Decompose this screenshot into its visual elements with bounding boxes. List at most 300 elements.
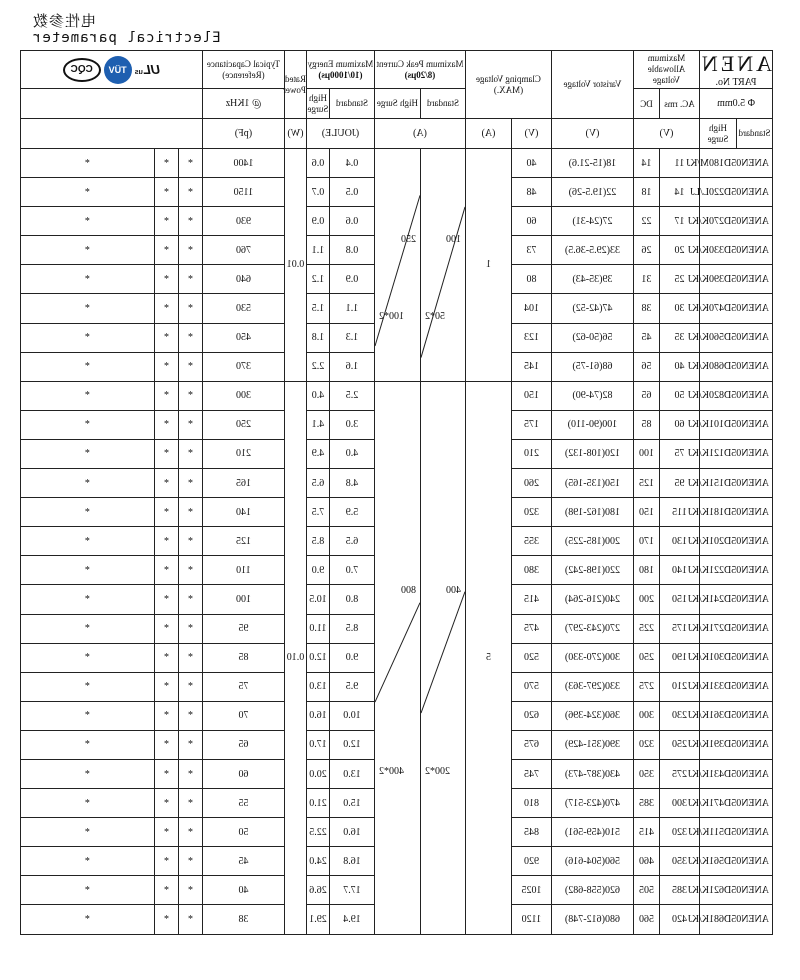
dc-value: 300 bbox=[633, 701, 659, 730]
vc-value: 520 bbox=[511, 643, 551, 672]
part-number-standard: ANEN05D470K/KJ bbox=[699, 294, 772, 323]
ac-rms-value: 420 bbox=[659, 905, 699, 934]
tuv-mark: * bbox=[154, 672, 178, 701]
header-row-4 bbox=[20, 89, 772, 119]
vc-value: 145 bbox=[511, 352, 551, 381]
part-number-standard: ANEN05D511K/KJ bbox=[699, 818, 772, 847]
varistor-voltage-value: 150(135-165) bbox=[551, 469, 633, 498]
energy-standard-value: 9.0 bbox=[329, 643, 374, 672]
ul-mark: * bbox=[178, 498, 202, 527]
capacitance-value: 1150 bbox=[202, 178, 284, 207]
dc-value: 250 bbox=[633, 643, 659, 672]
certification-logos bbox=[21, 56, 202, 84]
ac-rms-value: 150 bbox=[659, 585, 699, 614]
capacitance-value: 60 bbox=[202, 759, 284, 788]
capacitance-value: 75 bbox=[202, 672, 284, 701]
energy-standard-value: 1.3 bbox=[329, 323, 374, 352]
capacitance-value: 450 bbox=[202, 323, 284, 352]
cqc-mark: * bbox=[20, 294, 154, 323]
part-number-standard: ANEN05D121K/KJ bbox=[699, 439, 772, 468]
cqc-mark: * bbox=[20, 672, 154, 701]
capacitance-value: 210 bbox=[202, 439, 284, 468]
part-number-standard: ANEN05D680K/KJ bbox=[699, 352, 772, 381]
energy-high-surge-value: 7.5 bbox=[306, 498, 329, 527]
capacitance-value: 125 bbox=[202, 527, 284, 556]
dc-value: 26 bbox=[633, 236, 659, 265]
ac-rms-value: 320 bbox=[659, 818, 699, 847]
ul-mark: * bbox=[178, 236, 202, 265]
tuv-mark: * bbox=[154, 439, 178, 468]
cqc-mark: * bbox=[20, 730, 154, 759]
varistor-voltage-value: 560(504-616) bbox=[551, 847, 633, 876]
energy-standard-value: 17.7 bbox=[329, 876, 374, 905]
ul-mark: * bbox=[178, 527, 202, 556]
energy-standard-value: 0.9 bbox=[329, 265, 374, 294]
cqc-mark: * bbox=[20, 585, 154, 614]
part-number-standard: ANEN05D361K/KJ bbox=[699, 701, 772, 730]
energy-high-surge-value: 10.5 bbox=[306, 585, 329, 614]
capacitance-value: 70 bbox=[202, 701, 284, 730]
ul-mark: * bbox=[178, 701, 202, 730]
energy-standard-value: 15.0 bbox=[329, 789, 374, 818]
part-high-surge-header: High Surge bbox=[699, 119, 736, 149]
ip-group-a: 1 bbox=[465, 149, 511, 382]
capacitance-value: 110 bbox=[202, 556, 284, 585]
ul-mark: * bbox=[178, 905, 202, 934]
cqc-logo-icon: CQC bbox=[63, 58, 101, 82]
tuv-mark: * bbox=[154, 207, 178, 236]
tuv-mark: * bbox=[154, 789, 178, 818]
tuv-mark: * bbox=[154, 498, 178, 527]
ac-rms-value: 300 bbox=[659, 789, 699, 818]
tuv-logo-icon: TÜV bbox=[104, 56, 132, 84]
part-number-standard: ANEN05D391K/KJ bbox=[699, 730, 772, 759]
peak-high-group-b-multi-value: 400*2 bbox=[378, 766, 404, 778]
capacitance-value: 1400 bbox=[202, 149, 284, 178]
dc-value: 100 bbox=[633, 439, 659, 468]
ac-rms-value: 275 bbox=[659, 759, 699, 788]
ul-mark: * bbox=[178, 672, 202, 701]
peak-std-group-a-diagonal bbox=[421, 149, 465, 381]
varistor-voltage-value: 430(387-473) bbox=[551, 759, 633, 788]
energy-standard-header: Standard bbox=[329, 89, 374, 119]
vc-value: 175 bbox=[511, 410, 551, 439]
energy-standard-value: 10.0 bbox=[329, 701, 374, 730]
energy-standard-value: 1.1 bbox=[329, 294, 374, 323]
varistor-voltage-value: 56(50-62) bbox=[551, 323, 633, 352]
max-allowable-voltage-header: Maximum Allowable Voltage bbox=[633, 51, 699, 89]
ul-mark: * bbox=[178, 294, 202, 323]
varistor-voltage-value: 220(198-242) bbox=[551, 556, 633, 585]
energy-standard-value: 0.6 bbox=[329, 207, 374, 236]
capacitance-value: 300 bbox=[202, 381, 284, 410]
cqc-mark: * bbox=[20, 149, 154, 178]
rated-power-group-b: 0.10 bbox=[284, 381, 306, 934]
tuv-mark: * bbox=[154, 585, 178, 614]
part-number-standard: ANEN05D201K/KJ bbox=[699, 527, 772, 556]
ul-mark: * bbox=[178, 876, 202, 905]
diameter-label: Φ 5.0mm bbox=[699, 89, 772, 119]
cqc-mark: * bbox=[20, 759, 154, 788]
capacitance-value: 530 bbox=[202, 294, 284, 323]
ac-rms-value: 140 bbox=[659, 556, 699, 585]
part-number-standard: ANEN05D101K/KJ bbox=[699, 410, 772, 439]
part-number-standard: ANEN05D180M/KJ bbox=[699, 149, 772, 178]
energy-standard-value: 13.0 bbox=[329, 759, 374, 788]
energy-high-surge-value: 0.9 bbox=[306, 207, 329, 236]
tuv-mark: * bbox=[154, 759, 178, 788]
capacitance-value: 50 bbox=[202, 818, 284, 847]
energy-high-surge-value: 1.5 bbox=[306, 294, 329, 323]
energy-high-surge-value: 6.5 bbox=[306, 469, 329, 498]
energy-high-surge-value: 17.0 bbox=[306, 730, 329, 759]
ul-mark: * bbox=[178, 789, 202, 818]
typical-capacitance-header: Typical Capacitance (Reference) bbox=[202, 51, 284, 89]
part-number-standard: ANEN05D271K/KJ bbox=[699, 614, 772, 643]
varistor-voltage-header: Varistor Voltage bbox=[551, 51, 633, 119]
varistor-voltage-value: 180(162-198) bbox=[551, 498, 633, 527]
peak-high-group-a-multi-value: 100*2 bbox=[378, 310, 404, 322]
capacitance-value: 100 bbox=[202, 585, 284, 614]
capacitance-value: 370 bbox=[202, 352, 284, 381]
ac-rms-value: 75 bbox=[659, 439, 699, 468]
vc-value: 380 bbox=[511, 556, 551, 585]
energy-high-surge-header: High Surge bbox=[306, 89, 329, 119]
dc-value: 56 bbox=[633, 352, 659, 381]
energy-high-surge-value: 13.0 bbox=[306, 672, 329, 701]
ul-mark: * bbox=[178, 643, 202, 672]
ul-mark: * bbox=[178, 759, 202, 788]
energy-high-surge-value: 8.5 bbox=[306, 527, 329, 556]
energy-high-surge-value: 1.2 bbox=[306, 265, 329, 294]
dc-value: 350 bbox=[633, 759, 659, 788]
energy-high-surge-value: 22.5 bbox=[306, 818, 329, 847]
cqc-mark: * bbox=[20, 905, 154, 934]
cqc-mark: * bbox=[20, 789, 154, 818]
ac-rms-value: 350 bbox=[659, 847, 699, 876]
dc-value: 170 bbox=[633, 527, 659, 556]
vc-value: 150 bbox=[511, 381, 551, 410]
max-peak-current-header bbox=[374, 51, 465, 89]
part-number-standard: ANEN05D471K/KJ bbox=[699, 789, 772, 818]
ul-mark: * bbox=[178, 818, 202, 847]
tuv-mark: * bbox=[154, 323, 178, 352]
energy-high-surge-value: 2.2 bbox=[306, 352, 329, 381]
varistor-voltage-value: 22(19.5-26) bbox=[551, 178, 633, 207]
rated-power-header: Rated Power bbox=[284, 51, 306, 119]
vc-value: 810 bbox=[511, 789, 551, 818]
varistor-voltage-value: 240(216-264) bbox=[551, 585, 633, 614]
ac-rms-value: 14 bbox=[659, 178, 699, 207]
ul-mark: * bbox=[178, 178, 202, 207]
part-number-standard: ANEN05D330K/KJ bbox=[699, 236, 772, 265]
ul-mark: * bbox=[178, 352, 202, 381]
capacitance-value: 930 bbox=[202, 207, 284, 236]
varistor-voltage-value: 27(24-31) bbox=[551, 207, 633, 236]
ul-mark: * bbox=[178, 149, 202, 178]
peak-std-group-a bbox=[420, 149, 465, 382]
ac-rms-value: 130 bbox=[659, 527, 699, 556]
ac-rms-header: AC. rms bbox=[659, 89, 699, 119]
energy-standard-value: 8.0 bbox=[329, 585, 374, 614]
dc-value: 65 bbox=[633, 381, 659, 410]
tuv-mark: * bbox=[154, 149, 178, 178]
tuv-mark: * bbox=[154, 876, 178, 905]
ac-rms-value: 250 bbox=[659, 730, 699, 759]
peak-high-group-a-diagonal bbox=[375, 149, 420, 381]
energy-high-surge-value: 0.6 bbox=[306, 149, 329, 178]
dc-value: 18 bbox=[633, 178, 659, 207]
max-energy-header bbox=[306, 51, 374, 89]
table-row bbox=[20, 149, 772, 178]
capacitance-value: 65 bbox=[202, 730, 284, 759]
part-number-standard: ANEN05D390K/KJ bbox=[699, 265, 772, 294]
ul-logo-icon: ULus bbox=[134, 62, 161, 77]
varistor-voltage-value: 200(185-225) bbox=[551, 527, 633, 556]
ac-rms-value: 190 bbox=[659, 643, 699, 672]
ac-rms-value: 60 bbox=[659, 410, 699, 439]
dc-value: 38 bbox=[633, 294, 659, 323]
peak-current-wave: (8/20μs) bbox=[404, 69, 436, 80]
tuv-mark: * bbox=[154, 905, 178, 934]
certification-header bbox=[20, 51, 202, 89]
varistor-voltage-value: 47(42-52) bbox=[551, 294, 633, 323]
energy-high-surge-value: 29.1 bbox=[306, 905, 329, 934]
vc-value: 73 bbox=[511, 236, 551, 265]
part-no-label: PART No. bbox=[715, 77, 757, 88]
tuv-mark: * bbox=[154, 178, 178, 207]
part-number-standard: ANEN05D220L/LJ bbox=[699, 178, 772, 207]
energy-standard-value: 7.0 bbox=[329, 556, 374, 585]
energy-standard-value: 0.8 bbox=[329, 236, 374, 265]
varistor-voltage-value: 82(74-90) bbox=[551, 381, 633, 410]
cqc-mark: * bbox=[20, 207, 154, 236]
ip-unit: (A) bbox=[465, 119, 511, 149]
cqc-mark: * bbox=[20, 265, 154, 294]
ac-rms-value: 40 bbox=[659, 352, 699, 381]
brand-cell bbox=[699, 51, 772, 89]
part-number-standard: ANEN05D431K/KJ bbox=[699, 759, 772, 788]
tuv-mark: * bbox=[154, 294, 178, 323]
ul-mark: * bbox=[178, 847, 202, 876]
energy-standard-value: 12.0 bbox=[329, 730, 374, 759]
peak-std-group-a-value: 100 bbox=[445, 234, 461, 246]
cqc-mark: * bbox=[20, 876, 154, 905]
tuv-mark: * bbox=[154, 410, 178, 439]
capacitance-value: 760 bbox=[202, 236, 284, 265]
title-chinese: 电性参数 bbox=[32, 12, 97, 30]
ul-mark: * bbox=[178, 323, 202, 352]
dc-value: 180 bbox=[633, 556, 659, 585]
dc-value: 200 bbox=[633, 585, 659, 614]
dc-header: DC bbox=[633, 89, 659, 119]
part-number-standard: ANEN05D681K/KJ bbox=[699, 905, 772, 934]
part-number-standard: ANEN05D561K/KJ bbox=[699, 847, 772, 876]
cqc-mark: * bbox=[20, 178, 154, 207]
ac-rms-value: 50 bbox=[659, 381, 699, 410]
ac-rms-value: 385 bbox=[659, 876, 699, 905]
vc-value: 570 bbox=[511, 672, 551, 701]
energy-high-surge-value: 9.0 bbox=[306, 556, 329, 585]
brand-logo: ANEN bbox=[698, 51, 772, 76]
cqc-mark: * bbox=[20, 469, 154, 498]
part-number-standard: ANEN05D621K/KJ bbox=[699, 876, 772, 905]
ul-mark: * bbox=[178, 381, 202, 410]
table-row bbox=[20, 381, 772, 410]
ul-mark: * bbox=[178, 410, 202, 439]
part-number-standard: ANEN05D151K/KJ bbox=[699, 469, 772, 498]
ac-rms-value: 115 bbox=[659, 498, 699, 527]
dc-value: 31 bbox=[633, 265, 659, 294]
ul-mark: * bbox=[178, 585, 202, 614]
energy-high-surge-value: 1.8 bbox=[306, 323, 329, 352]
vc-value: 745 bbox=[511, 759, 551, 788]
dc-value: 22 bbox=[633, 207, 659, 236]
varistor-voltage-value: 330(297-363) bbox=[551, 672, 633, 701]
energy-standard-value: 3.0 bbox=[329, 410, 374, 439]
part-number-standard: ANEN05D560K/KJ bbox=[699, 323, 772, 352]
ip-group-b: 5 bbox=[465, 381, 511, 934]
peak-std-group-b-multi-value: 200*2 bbox=[424, 766, 450, 778]
ac-rms-value: 230 bbox=[659, 701, 699, 730]
ul-mark: * bbox=[178, 439, 202, 468]
varistor-voltage-value: 120(108-132) bbox=[551, 439, 633, 468]
vc-value: 320 bbox=[511, 498, 551, 527]
vc-value: 620 bbox=[511, 701, 551, 730]
varistor-voltage-value: 510(459-561) bbox=[551, 818, 633, 847]
cqc-mark: * bbox=[20, 352, 154, 381]
peak-std-group-a-multi-value: 50*2 bbox=[424, 310, 445, 322]
ac-rms-value: 17 bbox=[659, 207, 699, 236]
tuv-mark: * bbox=[154, 556, 178, 585]
ul-mark: * bbox=[178, 614, 202, 643]
ac-rms-value: 175 bbox=[659, 614, 699, 643]
energy-unit: (JOULE) bbox=[306, 119, 374, 149]
dc-value: 85 bbox=[633, 410, 659, 439]
energy-standard-value: 0.4 bbox=[329, 149, 374, 178]
tuv-mark: * bbox=[154, 614, 178, 643]
part-number-standard: ANEN05D181K/KJ bbox=[699, 498, 772, 527]
energy-standard-value: 9.5 bbox=[329, 672, 374, 701]
dc-value: 275 bbox=[633, 672, 659, 701]
varistor-voltage-value: 360(324-396) bbox=[551, 701, 633, 730]
capacitance-value: 640 bbox=[202, 265, 284, 294]
energy-high-surge-value: 0.7 bbox=[306, 178, 329, 207]
tuv-mark: * bbox=[154, 352, 178, 381]
varistor-voltage-value: 680(612-748) bbox=[551, 905, 633, 934]
peak-high-group-b-diagonal bbox=[375, 382, 420, 934]
vc-value: 355 bbox=[511, 527, 551, 556]
energy-high-surge-value: 11.0 bbox=[306, 614, 329, 643]
part-standard-header: Standard bbox=[737, 119, 773, 149]
tuv-mark: * bbox=[154, 381, 178, 410]
header-row-5 bbox=[20, 119, 772, 149]
part-number-standard: ANEN05D331K/KJ bbox=[699, 672, 772, 701]
energy-standard-value: 5.9 bbox=[329, 498, 374, 527]
cqc-mark: * bbox=[20, 818, 154, 847]
varistor-voltage-value: 270(243-297) bbox=[551, 614, 633, 643]
peak-current-standard-header: Standard bbox=[420, 89, 465, 119]
ac-rms-value: 11 bbox=[659, 149, 699, 178]
energy-high-surge-value: 16.0 bbox=[306, 701, 329, 730]
tuv-mark: * bbox=[154, 847, 178, 876]
energy-high-surge-value: 20.0 bbox=[306, 759, 329, 788]
vc-unit: (V) bbox=[511, 119, 551, 149]
capacitance-value: 40 bbox=[202, 876, 284, 905]
varistor-voltage-value: 300(270-330) bbox=[551, 643, 633, 672]
energy-standard-value: 6.5 bbox=[329, 527, 374, 556]
varistor-unit: (V) bbox=[551, 119, 633, 149]
energy-high-surge-value: 24.0 bbox=[306, 847, 329, 876]
energy-high-surge-value: 4.0 bbox=[306, 381, 329, 410]
part-number-standard: ANEN05D221K/KJ bbox=[699, 556, 772, 585]
tuv-mark: * bbox=[154, 643, 178, 672]
varistor-voltage-value: 620(558-682) bbox=[551, 876, 633, 905]
ac-rms-value: 95 bbox=[659, 469, 699, 498]
dc-value: 150 bbox=[633, 498, 659, 527]
vc-value: 1120 bbox=[511, 905, 551, 934]
dc-value: 385 bbox=[633, 789, 659, 818]
ul-mark: * bbox=[178, 265, 202, 294]
energy-standard-value: 2.5 bbox=[329, 381, 374, 410]
peak-high-group-b bbox=[374, 381, 420, 934]
varistor-voltage-value: 68(61-75) bbox=[551, 352, 633, 381]
peak-current-unit: (A) bbox=[374, 119, 465, 149]
ul-mark: * bbox=[178, 556, 202, 585]
dc-value: 125 bbox=[633, 469, 659, 498]
energy-standard-value: 0.5 bbox=[329, 178, 374, 207]
certification-unit-blank bbox=[20, 119, 202, 149]
dc-value: 320 bbox=[633, 730, 659, 759]
vc-value: 60 bbox=[511, 207, 551, 236]
part-number-standard: ANEN05D241K/KJ bbox=[699, 585, 772, 614]
ac-rms-value: 35 bbox=[659, 323, 699, 352]
clamping-voltage-header: Clamping Voltage (MAX.) bbox=[465, 51, 551, 119]
peak-high-group-a-value: 250 bbox=[400, 234, 416, 246]
capacitance-value: 55 bbox=[202, 789, 284, 818]
part-number-standard: ANEN05D820K/KJ bbox=[699, 381, 772, 410]
varistor-voltage-value: 470(423-517) bbox=[551, 789, 633, 818]
energy-standard-value: 16.0 bbox=[329, 818, 374, 847]
tuv-mark: * bbox=[154, 701, 178, 730]
tuv-mark: * bbox=[154, 818, 178, 847]
cqc-mark: * bbox=[20, 556, 154, 585]
vc-value: 920 bbox=[511, 847, 551, 876]
peak-high-group-a bbox=[374, 149, 420, 382]
energy-standard-value: 8.5 bbox=[329, 614, 374, 643]
varistor-voltage-value: 33(29.5-36.5) bbox=[551, 236, 633, 265]
dc-value: 45 bbox=[633, 323, 659, 352]
tuv-mark: * bbox=[154, 236, 178, 265]
max-energy-label: Maximum Energy bbox=[307, 58, 374, 69]
vc-value: 40 bbox=[511, 149, 551, 178]
cqc-mark: * bbox=[20, 527, 154, 556]
energy-standard-value: 19.4 bbox=[329, 905, 374, 934]
energy-standard-value: 1.6 bbox=[329, 352, 374, 381]
vc-value: 48 bbox=[511, 178, 551, 207]
ac-rms-value: 210 bbox=[659, 672, 699, 701]
certification-blank-header bbox=[20, 89, 202, 119]
ul-mark: * bbox=[178, 207, 202, 236]
energy-standard-value: 4.8 bbox=[329, 469, 374, 498]
ul-mark: * bbox=[178, 730, 202, 759]
vc-value: 845 bbox=[511, 818, 551, 847]
cqc-mark: * bbox=[20, 323, 154, 352]
capacitance-freq-header: @ 1KHz bbox=[202, 89, 284, 119]
cqc-mark: * bbox=[20, 614, 154, 643]
vc-value: 123 bbox=[511, 323, 551, 352]
varistor-voltage-value: 100(90-110) bbox=[551, 410, 633, 439]
